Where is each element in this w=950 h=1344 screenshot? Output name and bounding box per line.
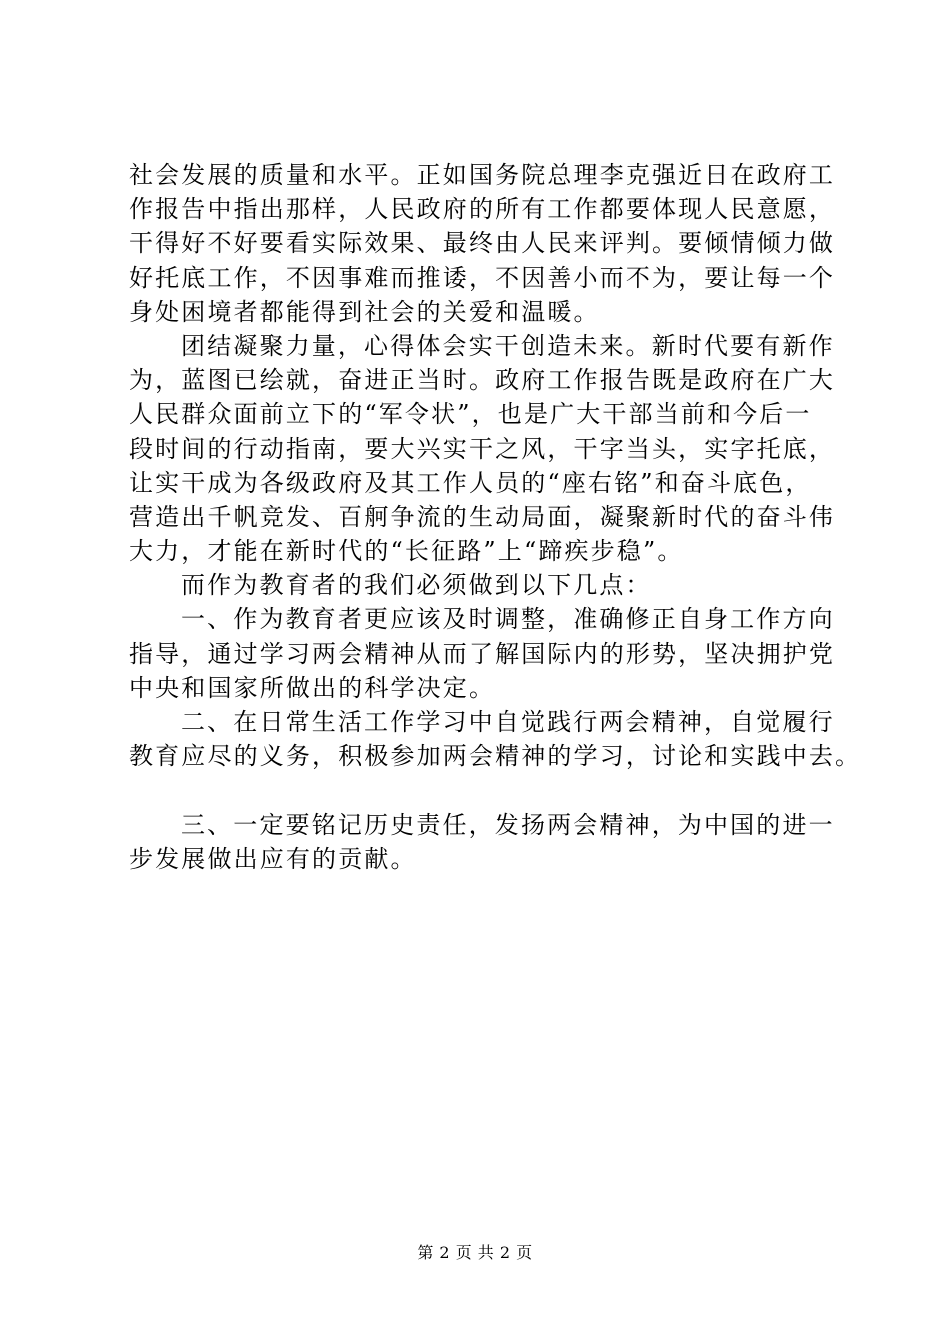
text-line: 干得好不好要看实际效果、最终由人民来评判。要倾情倾力做 — [129, 229, 836, 258]
text-line: 步发展做出应有的贡献。 — [129, 844, 417, 873]
text-line: 指导，通过学习两会精神从而了解国际内的形势，坚决拥护党 — [129, 639, 836, 668]
list-item-line: 一、作为教育者更应该及时调整，准确修正自身工作方向 — [181, 605, 835, 634]
list-item-line: 三、一定要铭记历史责任，发扬两会精神，为中国的进一 — [181, 810, 835, 839]
text-line: 段时间的行动指南，要大兴实干之风，干字当头，实字托底， — [129, 434, 836, 463]
text-line: 好托底工作，不因事难而推诿，不因善小而不为，要让每一个 — [129, 263, 836, 292]
text-line: 为，蓝图已绘就，奋进正当时。政府工作报告既是政府在广大 — [129, 366, 836, 395]
text-line: 营造出千帆竞发、百舸争流的生动局面，凝聚新时代的奋斗伟 — [129, 502, 836, 531]
text-line: 作报告中指出那样，人民政府的所有工作都要体现人民意愿， — [129, 195, 836, 224]
blank-line — [129, 773, 833, 807]
text-line: 中央和国家所做出的科学决定。 — [129, 673, 496, 702]
text-line: 大力，才能在新时代的“长征路”上“蹄疾步稳”。 — [129, 537, 684, 566]
page-number-footer: 第 2 页 共 2 页 — [417, 1243, 533, 1262]
text-line: 人民群众面前立下的“军令状”，也是广大干部当前和今后一 — [129, 400, 812, 429]
text-line: 让实干成为各级政府及其工作人员的“座右铭”和奋斗底色， — [129, 468, 812, 497]
list-item-line: 二、在日常生活工作学习中自觉践行两会精神，自觉履行 — [181, 708, 835, 736]
text-line: 社会发展的质量和水平。正如国务院总理李克强近日在政府工 — [129, 161, 836, 189]
text-line: 身处困境者都能得到社会的关爱和温暖。 — [129, 297, 600, 326]
paragraph-start-line: 团结凝聚力量，心得体会实干创造未来。新时代要有新作 — [181, 331, 835, 360]
paragraph-start-line: 而作为教育者的我们必须做到以下几点： — [181, 571, 652, 600]
text-line: 教育应尽的义务，积极参加两会精神的学习，讨论和实践中去。 — [129, 742, 862, 771]
document-body — [129, 158, 862, 876]
